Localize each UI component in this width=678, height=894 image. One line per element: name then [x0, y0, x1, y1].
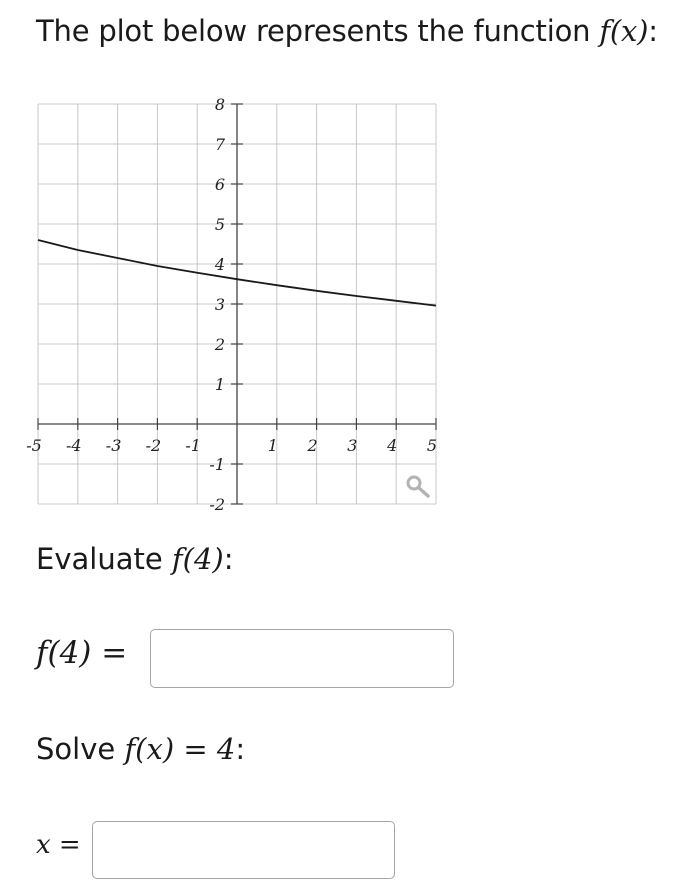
- evaluate-question: [36, 542, 234, 576]
- x-tick-label: 1: [267, 436, 278, 455]
- x-tick-label: 2: [307, 436, 318, 455]
- y-tick-label: 3: [214, 295, 225, 314]
- y-tick-label: -1: [209, 455, 225, 474]
- function-graph: [0, 90, 470, 510]
- evaluate-colon: :: [223, 542, 234, 576]
- solve-math: f(x) = 4: [124, 732, 236, 766]
- prompt-text: The plot below represents the function: [36, 14, 600, 48]
- answer1-label: f(4) =: [36, 635, 128, 671]
- x-tick-label: -5: [26, 436, 42, 455]
- x-tick-label: 5: [426, 436, 438, 455]
- answer1-input[interactable]: [150, 629, 454, 688]
- x-tick-label: 3: [347, 436, 358, 455]
- solve-text: Solve: [36, 732, 125, 766]
- x-tick-label: 4: [387, 436, 398, 455]
- y-tick-label: 7: [214, 135, 225, 154]
- solve-colon: :: [235, 732, 246, 766]
- evaluate-math: f(4): [171, 542, 224, 576]
- x-tick-label: -3: [105, 436, 122, 455]
- answer2-input[interactable]: [92, 821, 395, 879]
- solve-question: [36, 732, 245, 766]
- x-tick-label: -1: [185, 436, 201, 455]
- answer2-label: x =: [36, 830, 81, 860]
- question-prompt: [36, 14, 658, 48]
- y-tick-label: 2: [214, 335, 225, 354]
- x-tick-label: -2: [145, 436, 162, 455]
- prompt-function: f(x): [599, 14, 649, 48]
- x-tick-label: -4: [66, 436, 82, 455]
- y-tick-label: 5: [214, 215, 225, 234]
- graph-svg: [0, 90, 470, 510]
- magnifier-icon[interactable]: [408, 477, 428, 496]
- y-tick-label: -2: [209, 495, 225, 510]
- y-tick-label: 4: [214, 255, 225, 274]
- y-tick-label: 1: [214, 375, 225, 394]
- y-tick-label: 8: [214, 95, 225, 114]
- evaluate-text: Evaluate: [36, 542, 172, 576]
- y-tick-label: 6: [214, 175, 225, 194]
- prompt-colon: :: [648, 14, 658, 48]
